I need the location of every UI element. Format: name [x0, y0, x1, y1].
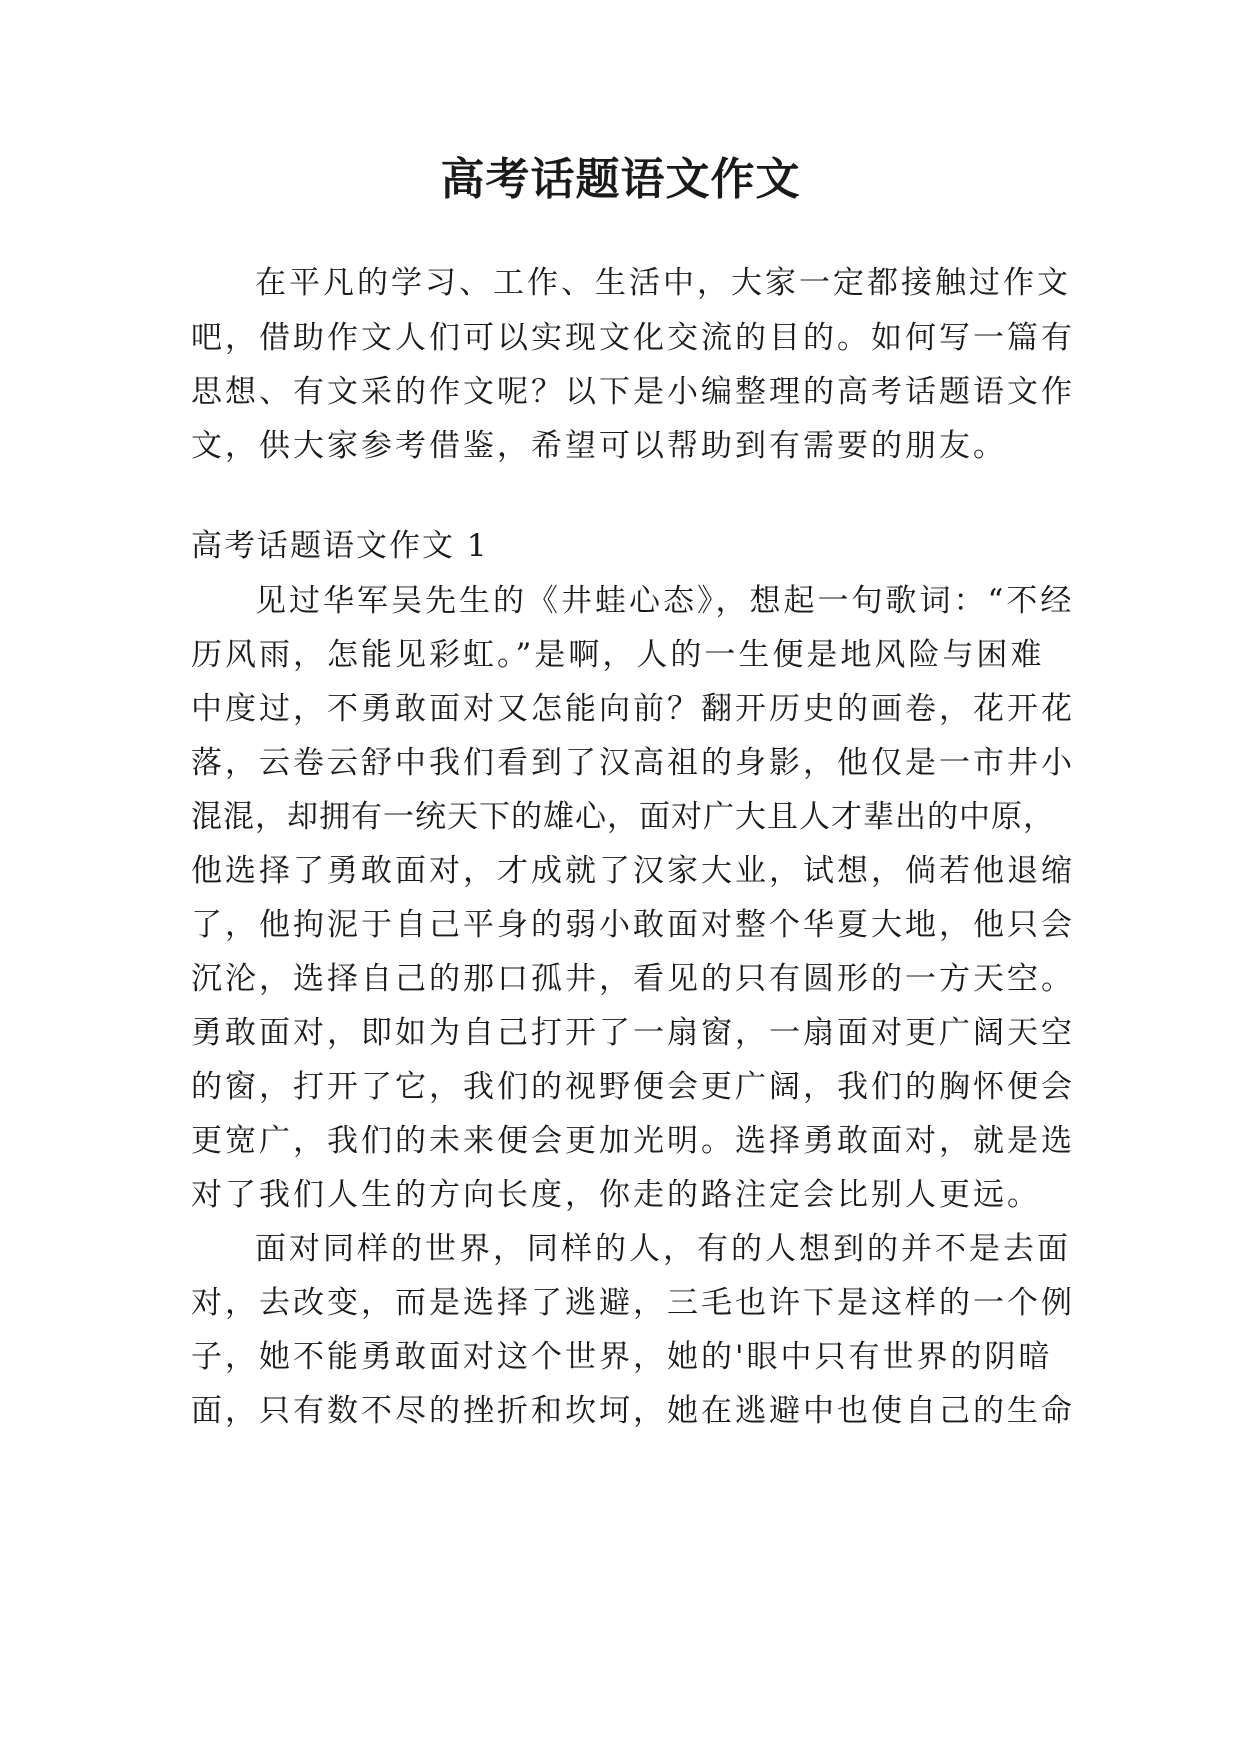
paragraph-line: 面对同样的世界，同样的人，有的人想到的并不是去面	[255, 1231, 1071, 1267]
paragraph-line: 混混，却拥有一统天下的雄心，面对广大且人才辈出的中原，	[191, 799, 1055, 835]
paragraph-line: 面，只有数不尽的挫折和坎坷，她在逃避中也使自己的生命	[191, 1393, 1075, 1429]
paragraph-line: 他选择了勇敢面对，才成就了汉家大业，试想，倘若他退缩	[191, 853, 1075, 889]
section-heading: 高考话题语文作文 1	[191, 528, 489, 564]
document-title: 高考话题语文作文	[440, 154, 801, 205]
paragraph-line: 历风雨，怎能见彩虹。”是啊，人的一生便是地风险与困难	[191, 637, 1045, 673]
paragraph-line: 中度过，不勇敢面对又怎能向前？翻开历史的画卷，花开花	[191, 691, 1075, 727]
paragraph-line: 落，云卷云舒中我们看到了汉高祖的身影，他仅是一市井小	[191, 745, 1075, 781]
paragraph-line: 的窗，打开了它，我们的视野便会更广阔，我们的胸怀便会	[191, 1069, 1075, 1105]
paragraph-line: 勇敢面对，即如为自己打开了一扇窗，一扇面对更广阔天空	[191, 1015, 1075, 1051]
paragraph-line: 了，他拘泥于自己平身的弱小敢面对整个华夏大地，他只会	[191, 907, 1075, 943]
intro-line: 吧，借助作文人们可以实现文化交流的目的。如何写一篇有	[191, 320, 1075, 356]
paragraph-line: 对了我们人生的方向长度，你走的路注定会比别人更远。	[191, 1177, 1041, 1213]
intro-line: 文，供大家参考借鉴，希望可以帮助到有需要的朋友。	[191, 428, 1007, 464]
paragraph-line: 子，她不能勇敢面对这个世界，她的'眼中只有世界的阴暗	[191, 1339, 1053, 1375]
intro-line: 在平凡的学习、工作、生活中，大家一定都接触过作文	[255, 265, 1071, 301]
intro-line: 思想、有文采的作文呢？以下是小编整理的高考话题语文作	[191, 374, 1075, 410]
paragraph-line: 沉沦，选择自己的那口孤井，看见的只有圆形的一方天空。	[191, 961, 1075, 997]
paragraph-line: 对，去改变，而是选择了逃避，三毛也许下是这样的一个例	[191, 1285, 1075, 1321]
paragraph-line: 见过华军吴先生的《井蛙心态》，想起一句歌词：“不经	[255, 583, 1075, 619]
paragraph-line: 更宽广，我们的未来便会更加光明。选择勇敢面对，就是选	[191, 1123, 1075, 1159]
